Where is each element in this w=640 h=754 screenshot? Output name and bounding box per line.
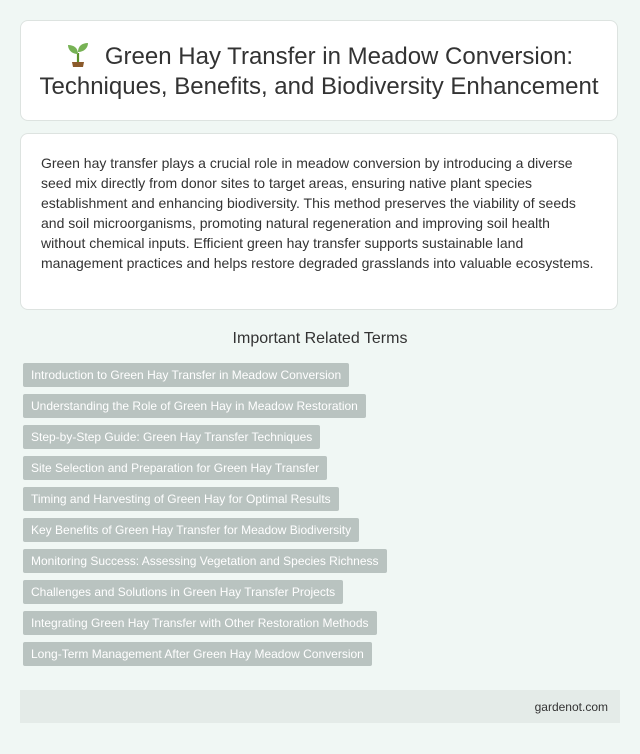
seedling-icon <box>65 40 91 68</box>
related-term-link[interactable]: Understanding the Role of Green Hay in Meadow Restoration <box>23 394 366 418</box>
footer-site-link[interactable]: gardenot.com <box>534 699 608 714</box>
related-terms-list <box>23 363 623 673</box>
related-terms-heading: Important Related Terms <box>232 330 408 347</box>
related-term-link[interactable]: Challenges and Solutions in Green Hay Transfer Projects <box>23 580 343 604</box>
related-term-link[interactable]: Monitoring Success: Assessing Vegetation and Species Richness <box>23 549 387 573</box>
summary-text: Green hay transfer plays a crucial role in meadow conversion by introducing a diverse seed mix directly from donor sites to target areas, ensuring native plant species establishment and enhancing biodiversity. This method preserves the viability of seeds and soil microorganisms, promoting natural regeneration and improving soil health without chemical inputs. Efficient green hay transfer supports sustainable land management practices and helps restore degraded grasslands into valuable ecosystems. <box>41 155 594 271</box>
related-term-link[interactable]: Key Benefits of Green Hay Transfer for Meadow Biodiversity <box>23 518 359 542</box>
related-term-link[interactable]: Introduction to Green Hay Transfer in Meadow Conversion <box>23 363 349 387</box>
related-term-link[interactable]: Step-by-Step Guide: Green Hay Transfer Techniques <box>23 425 320 449</box>
page-title-text: Green Hay Transfer in Meadow Conversion: Techniques, Benefits, and Biodiversity Enhancement <box>39 42 599 100</box>
summary-card <box>20 133 618 310</box>
related-term-link[interactable]: Site Selection and Preparation for Green Hay Transfer <box>23 456 327 480</box>
related-term-link[interactable]: Timing and Harvesting of Green Hay for Optimal Results <box>23 487 339 511</box>
page-title <box>21 40 617 102</box>
footer <box>20 690 620 723</box>
related-term-link[interactable]: Integrating Green Hay Transfer with Other Restoration Methods <box>23 611 377 635</box>
title-card <box>20 20 618 121</box>
related-term-link[interactable]: Long-Term Management After Green Hay Meadow Conversion <box>23 642 372 666</box>
